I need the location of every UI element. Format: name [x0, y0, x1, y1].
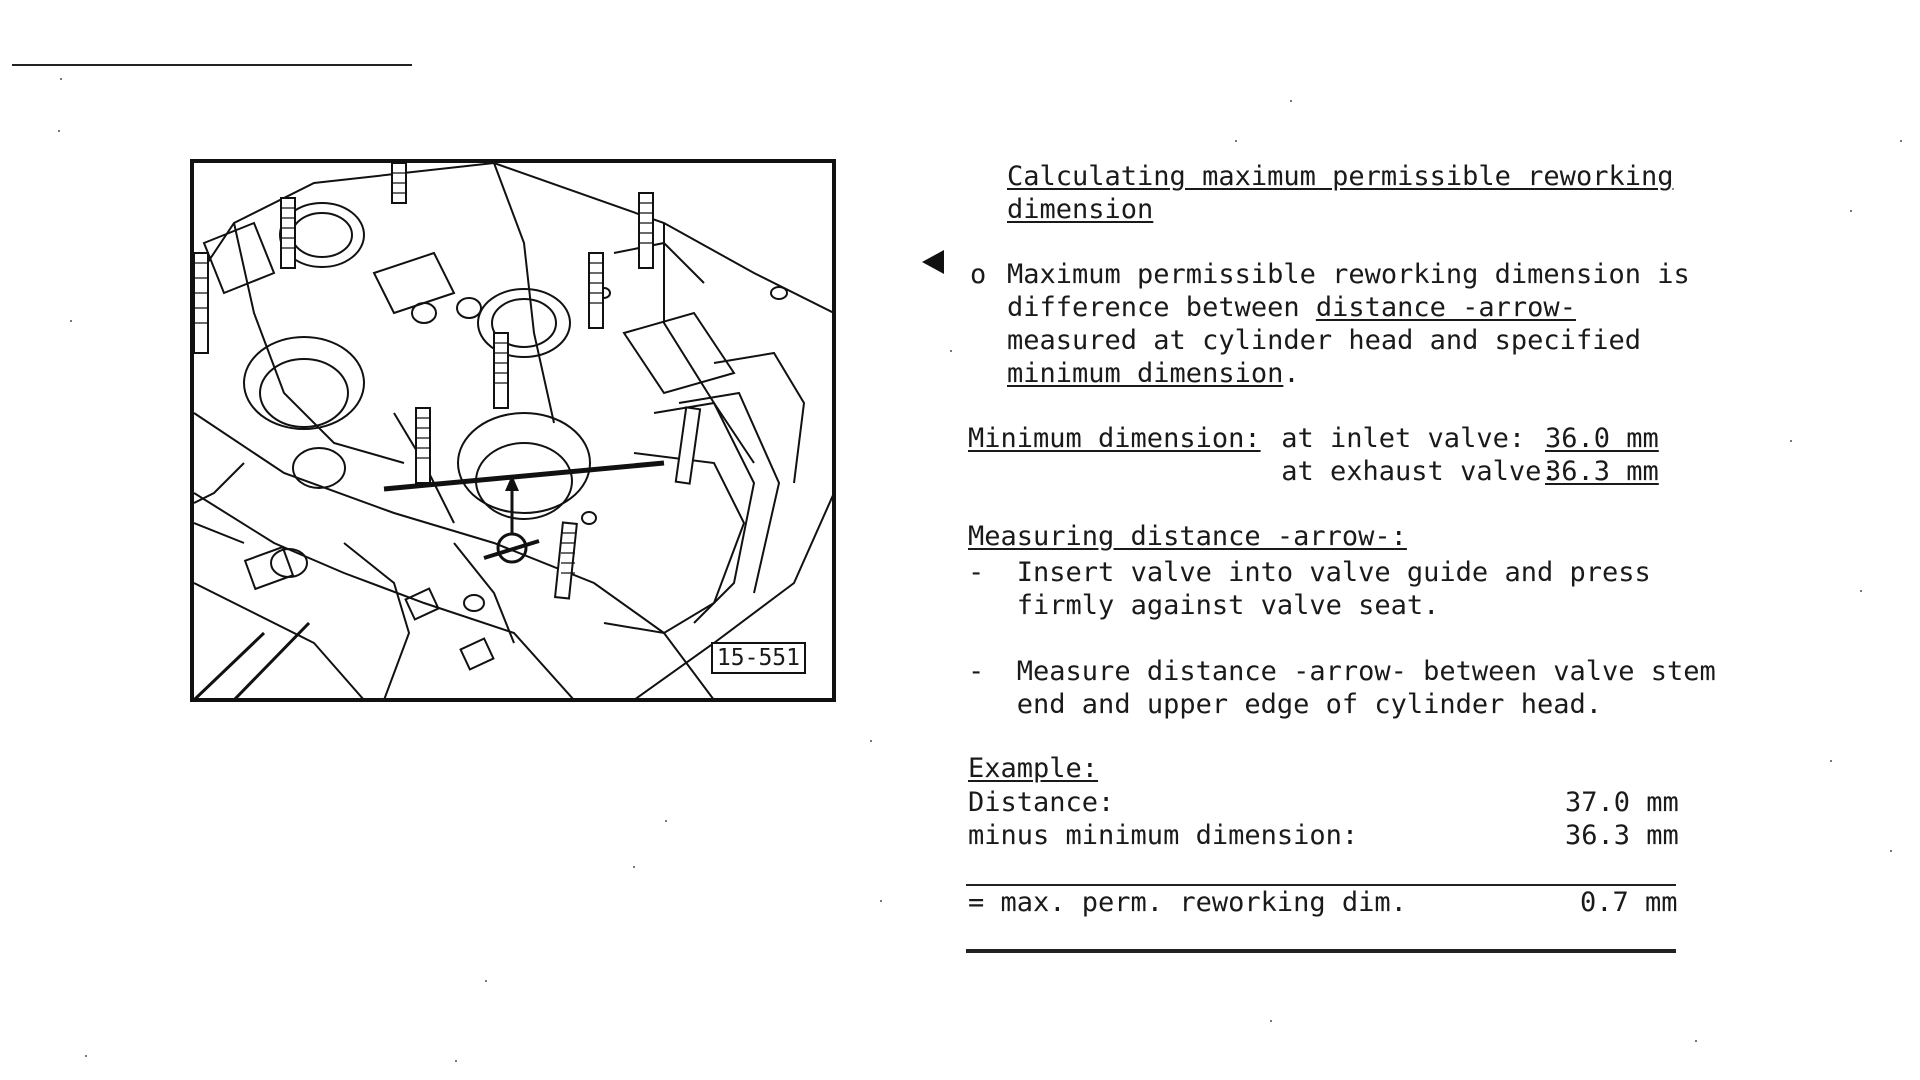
step-2-marker: - [968, 656, 985, 687]
top-rule [12, 64, 412, 66]
heading-line-2: dimension [1007, 194, 1154, 225]
bullet-line-3: measured at cylinder head and specified [1007, 325, 1641, 356]
minimum-exhaust-value: 36.3 mm [1545, 456, 1659, 487]
step-1-marker: - [968, 557, 985, 588]
cylinder-head-figure [190, 159, 836, 702]
bullet-marker: o [970, 259, 987, 290]
scan-speck [1830, 760, 1832, 762]
scan-speck [870, 740, 872, 742]
heading-line-1: Calculating maximum permissible reworking [1007, 161, 1674, 192]
scan-speck [633, 866, 635, 868]
example-result-label: = max. perm. reworking dim. [968, 887, 1407, 918]
scan-speck [1790, 440, 1792, 442]
scan-speck [880, 900, 882, 902]
minimum-dimension-label: Minimum dimension: [968, 423, 1261, 454]
bullet-line-1: Maximum permissible reworking dimension is [1007, 259, 1690, 290]
example-result-value: 0.7 mm [1580, 887, 1678, 918]
minimum-inlet-value: 36.0 mm [1545, 423, 1659, 454]
scan-speck [60, 78, 62, 80]
scan-speck [1890, 850, 1892, 852]
bullet-line-4-underlined: minimum dimension [1007, 358, 1284, 389]
scan-speck [1270, 1020, 1272, 1022]
example-distance-label: Distance: [968, 787, 1115, 818]
section-heading [1007, 160, 1673, 226]
step-2-line-1: Measure distance -arrow- between valve stem [1016, 656, 1716, 687]
example-minus-value: 36.3 mm [1565, 820, 1679, 851]
result-rule-bottom [966, 949, 1676, 953]
bullet-line-4-suffix: . [1283, 358, 1300, 389]
step-2-line-2: end and upper edge of cylinder head. [1016, 689, 1602, 720]
minimum-exhaust-label: at exhaust valve: [1265, 456, 1558, 487]
scan-speck [665, 820, 667, 822]
bullet-line-2-prefix: difference between [1007, 292, 1316, 323]
example-label: Example: [968, 753, 1099, 784]
measuring-label: Measuring distance -arrow-: [968, 521, 1407, 552]
bullet-line-2-underlined: distance -arrow- [1315, 292, 1576, 323]
scan-speck [85, 1055, 87, 1057]
scan-speck [1850, 210, 1852, 212]
scan-speck [1860, 590, 1862, 592]
figure-label: 15-551 [711, 642, 806, 674]
measuring-step-2 [968, 655, 1716, 721]
scan-speck [950, 350, 952, 352]
scan-speck [58, 130, 60, 132]
example-minus-label: minus minimum dimension: [968, 820, 1359, 851]
minimum-inlet-label: at inlet valve: [1265, 423, 1526, 454]
scan-speck [1235, 140, 1237, 142]
cylinder-head-drawing [194, 163, 834, 700]
scan-speck [485, 980, 487, 982]
scan-speck [455, 1060, 457, 1062]
scan-speck [1290, 100, 1292, 102]
measuring-step-1 [968, 556, 1651, 622]
bullet-arrow-icon [922, 250, 944, 274]
bullet-text [1007, 258, 1690, 390]
example-distance-value: 37.0 mm [1565, 787, 1679, 818]
scan-speck [1695, 1040, 1697, 1042]
step-1-line-2: firmly against valve seat. [1016, 590, 1440, 621]
scan-speck [1900, 140, 1902, 142]
step-1-line-1: Insert valve into valve guide and press [1016, 557, 1651, 588]
scan-speck [70, 320, 72, 322]
